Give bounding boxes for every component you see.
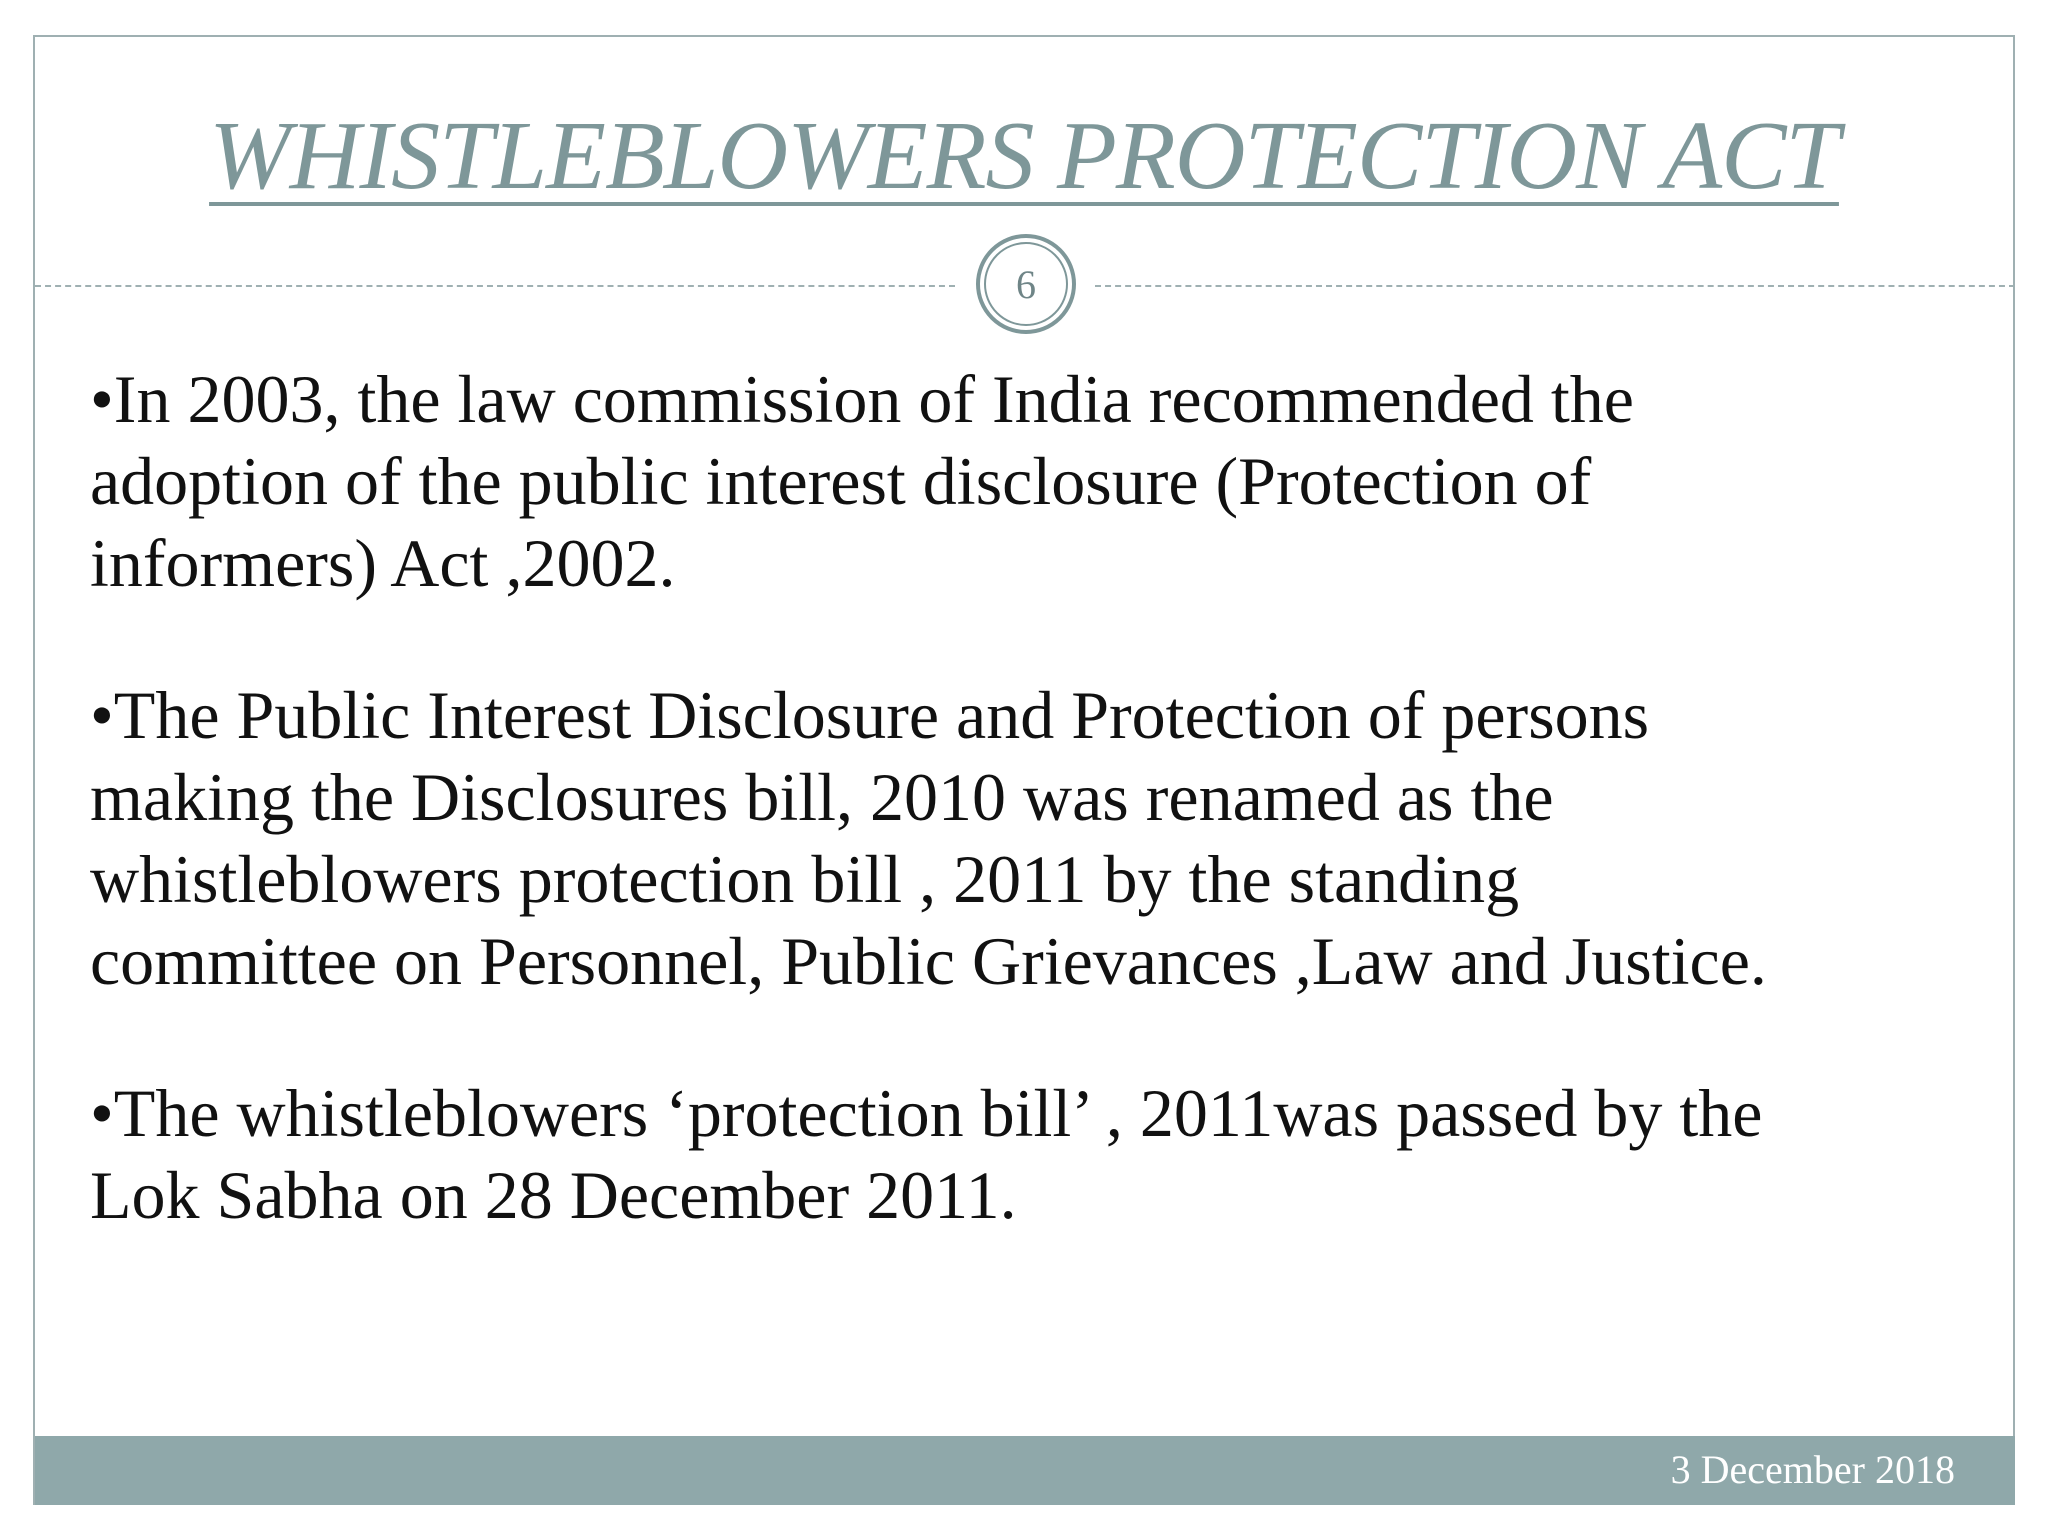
slide-title: WHISTLEBLOWERS PROTECTION ACT (209, 102, 1839, 210)
paragraph-line: •The whistleblowers ‘protection bill’ , 2011was passed by the (90, 1075, 1763, 1151)
slide-number-badge (976, 234, 1076, 334)
paragraph-line: adoption of the public interest disclosure (Protection of (90, 443, 1592, 519)
paragraph-line: informers) Act ,2002. (90, 525, 676, 601)
paragraph-line: making the Disclosures bill, 2010 was renamed as the (90, 759, 1554, 835)
bullet-paragraph-1 (90, 358, 1990, 604)
paragraph-line: committee on Personnel, Public Grievances ,Law and Justice. (90, 923, 1767, 999)
paragraph-line: •The Public Interest Disclosure and Protection of persons (90, 677, 1650, 753)
paragraph-line: Lok Sabha on 28 December 2011. (90, 1157, 1017, 1233)
divider-left (35, 285, 955, 287)
paragraph-line: •In 2003, the law commission of India recommended the (90, 361, 1634, 437)
divider-right (1095, 285, 2015, 287)
paragraph-line: whistleblowers protection bill , 2011 by the standing (90, 841, 1520, 917)
bullet-paragraph-3 (90, 1072, 1990, 1236)
slide-number: 6 (984, 242, 1068, 326)
bullet-paragraph-2 (90, 674, 1990, 1002)
footer-date: 3 December 2018 (1670, 1447, 1955, 1492)
footer-bar (35, 1436, 2015, 1505)
